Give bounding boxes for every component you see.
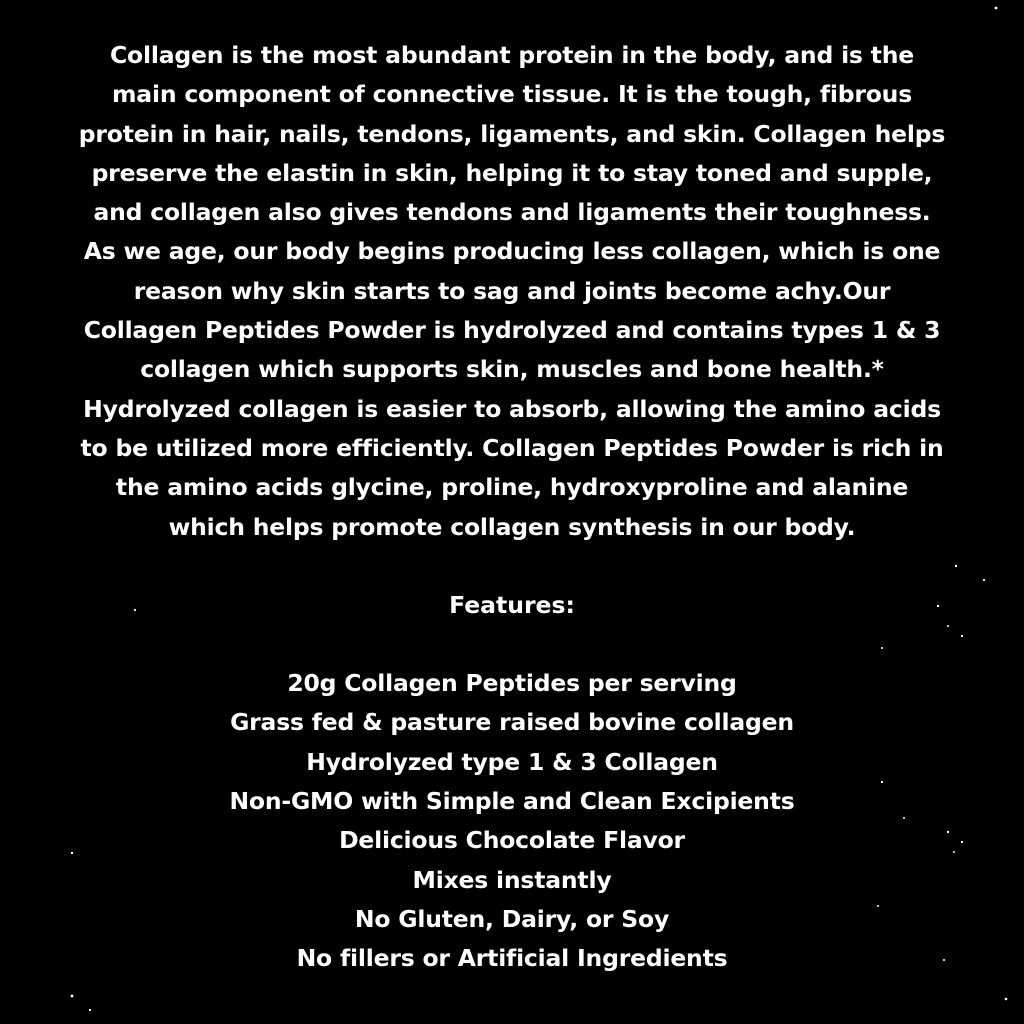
feature-item: No Gluten, Dairy, or Soy <box>354 904 670 933</box>
description-line: the amino acids glycine, proline, hydroxyproline and alanine <box>115 473 909 502</box>
description-line: As we age, our body begins producing less collagen, which is one <box>83 237 941 266</box>
feature-item: Mixes instantly <box>412 865 612 894</box>
description-line: Collagen Peptides Powder is hydrolyzed and contains types 1 & 3 <box>83 316 941 345</box>
feature-item: Non-GMO with Simple and Clean Excipients <box>229 787 795 816</box>
feature-item: Hydrolyzed type 1 & 3 Collagen <box>306 747 718 776</box>
description-line: protein in hair, nails, tendons, ligaments, and skin. Collagen helps <box>78 119 946 148</box>
description-line: to be utilized more efficiently. Collagen Peptides Powder is rich in <box>80 433 944 462</box>
description-line: Hydrolyzed collagen is easier to absorb, allowing the amino acids <box>83 394 941 423</box>
feature-item: 20g Collagen Peptides per serving <box>287 669 737 698</box>
feature-item: Grass fed & pasture raised bovine collagen <box>230 708 794 737</box>
description-line: Collagen is the most abundant protein in the body, and is the <box>110 41 914 69</box>
description-line: and collagen also gives tendons and ligaments their toughness. <box>93 198 931 227</box>
features-heading: Features: <box>449 590 575 619</box>
description-line: reason why skin starts to sag and joints become achy.Our <box>133 276 891 305</box>
features-list <box>0 664 1024 978</box>
description-line: collagen which supports skin, muscles and bone health.* <box>140 355 884 384</box>
product-description <box>0 36 1024 979</box>
star <box>995 7 998 10</box>
description-line: preserve the elastin in skin, helping it to stay toned and supple, <box>91 158 933 187</box>
description-line: main component of connective tissue. It is the tough, fibrous <box>112 80 912 109</box>
description-line: which helps promote collagen synthesis in our body. <box>168 512 856 541</box>
description-paragraph <box>0 36 1024 547</box>
star <box>71 995 74 998</box>
star <box>89 1009 91 1011</box>
star <box>1005 998 1008 1001</box>
feature-item: Delicious Chocolate Flavor <box>339 826 685 855</box>
feature-item: No fillers or Artificial Ingredients <box>296 944 728 973</box>
